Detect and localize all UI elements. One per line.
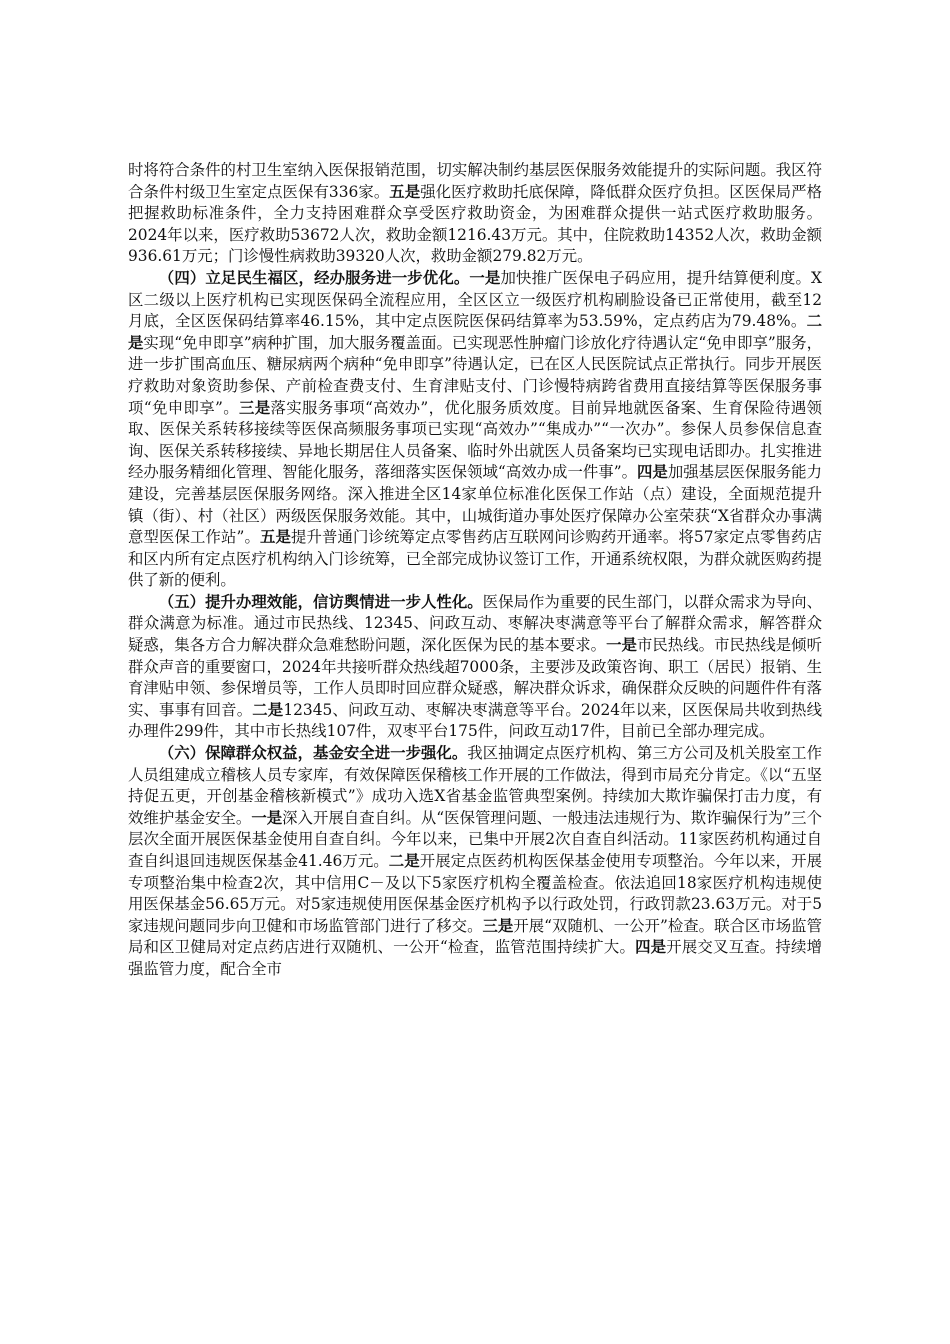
- bold-text-run: 五是: [389, 182, 421, 201]
- paragraph: [128, 268, 822, 592]
- bold-text-run: （五）提升办理效能，信访舆情进一步人性化。: [158, 592, 483, 611]
- bold-text-run: 一是: [606, 636, 637, 655]
- bold-text-run: 五是: [259, 528, 291, 547]
- text-run: 强化医疗救助托底保障，降低群众医疗负担。区医保局严格把握救助标准条件，全力支持困难群众享受医疗救助资金，为困难群众提供一站式医疗救助服务。2024年以来，医疗救助53672人次，救助金额1216.43万元。其中，住院救助14352人次，救助金额936.61万元；门诊慢性病救助39320人次，救助金额279.82万元。: [128, 182, 822, 266]
- text-run: 开展定点医药机构医保基金使用专项整治。今年以来，开展专项整治集中检查2次，其中信用C－及以下5家医疗机构全覆盖检查。依法追回18家医疗机构违规使用医保基金56.65万元。对5家违规使用医保基金医疗机构予以行政处罚，行政罚款23.63万元。对于5家违规问题同步向卫健和市场监管部门进行了移交。: [128, 852, 822, 935]
- text-run: 深入开展自查自纠。从“医保管理问题、一般违法违规行为、欺诈骗保行为”三个层次全面开展医保基金使用自查自纠。今年以来，已集中开展2次自查自纠活动。11家医药机构通过自查自纠退回违规医保基金41.46万元。: [128, 808, 822, 870]
- text-run: 医保局作为重要的民生部门，以群众需求为导向、群众满意为标准。通过市民热线、12345、问政互动、枣解决枣满意等平台了解群众需求，解答群众疑惑，集各方合力解决群众急难愁盼问题，深化医保为民的基本要求。: [128, 592, 822, 655]
- text-run: 开展交叉互查。持续增强监管力度，配合全市: [128, 938, 822, 978]
- document-page: [128, 160, 822, 981]
- paragraph: [128, 592, 822, 743]
- text-run: 我区抽调定点医疗机构、第三方公司及机关股室工作人员组建成立稽核人员专家库，有效保障医保稽核工作开展的工作做法，得到市局充分肯定。《以“五坚持促五更，开创基金稽核新模式”》成功入选X省基金监管典型案例。持续加大欺诈骗保打击力度，有效维护基金安全。: [128, 744, 822, 827]
- text-run: 落实服务事项“高效办”，优化服务质效度。目前异地就医备案、生育保险待遇领取、医保关系转移接续等医保高频服务事项已实现“高效办”“集成办”“一次办”。参保人员参保信息查询、医保关系转移接续、异地长期居住人员备案、临时外出就医人员备案均已实现电话即办。扎实推进经办服务精细化管理、智能化服务，落细落实医保领域“高效办成一件事”。: [128, 398, 822, 482]
- paragraph: [128, 743, 822, 981]
- bold-text-run: 四是: [635, 938, 667, 957]
- bold-text-run: 二是: [388, 852, 420, 870]
- text-run: 加快推广医保电子码应用，提升结算便利度。X区二级以上医疗机构已实现医保码全流程应用，全区区立一级医疗机构刷脸设备已正常使用，截至12月底，全区医保码结算率46.15%，其中定点医院医保码结算率为53.59%，定点药店为79.48%。: [128, 268, 822, 331]
- bold-text-run: 三是: [238, 398, 271, 417]
- text-run: 提升普通门诊统筹定点零售药店互联网问诊购药开通率。将57家定点零售药店和区内所有定点医疗机构纳入门诊统筹，已全部完成协议签订工作，开通系统权限，为群众就医购药提供了新的便利。: [128, 528, 822, 590]
- bold-text-run: （四）立足民生福区，经办服务进一步优化。: [158, 268, 470, 287]
- text-run: 12345、问政互动、枣解决枣满意等平台。2024年以来，区医保局共收到热线办理件299件，其中市长热线107件，双枣平台175件，问政互动17件，目前已全部办理完成。: [128, 700, 822, 741]
- bold-text-run: 四是: [637, 463, 668, 482]
- paragraph: [128, 160, 822, 268]
- bold-text-run: （六）保障群众权益，基金安全进一步强化。: [158, 744, 468, 763]
- text-run: 市民热线。市民热线是倾听群众声音的重要窗口，2024年共接听群众热线超7000条，主要涉及政策咨询、职工（居民）报销、生育津贴申领、参保增员等，工作人员即时回应群众疑惑，解决群众诉求，确保群众反映的问题件件有落实、事事有回音。: [128, 636, 822, 719]
- bold-text-run: 三是: [482, 916, 514, 935]
- text-run: 加强基层医保服务能力建设，完善基层医保服务网络。深入推进全区14家单位标准化医保工作站（点）建设，全面规范提升镇（街）、村（社区）两级医保服务效能。其中，山城街道办事处医疗保障办公室荣获“X省群众办事满意型医保工作站”。: [128, 463, 822, 547]
- text-run: 开展“双随机、一公开”检查。联合区市场监管局和区卫健局对定点药店进行双随机、一公开“检查，监管范围持续扩大。: [128, 916, 822, 957]
- bold-text-run: 二是: [252, 700, 284, 719]
- text-run: 时将符合条件的村卫生室纳入医保报销范围，切实解决制约基层医保服务效能提升的实际问题。我区符合条件村级卫生室定点医保有336家。: [128, 161, 822, 201]
- text-run: 实现“免申即享”病种扩围，加大服务覆盖面。已实现恶性肿瘤门诊放化疗待遇认定“免申即享”服务，进一步扩围高血压、糖尿病两个病种“免申即享”待遇认定，已在区人民医院试点正常执行。同步开展医疗救助对象资助参保、产前检查费支付、生育津贴支付、门诊慢特病跨省费用直接结算等医保服务事项“免申即享”。: [128, 333, 822, 417]
- bold-text-run: 一是: [251, 808, 283, 827]
- bold-text-run: 二是: [128, 312, 822, 352]
- bold-text-run: 一是: [469, 268, 501, 287]
